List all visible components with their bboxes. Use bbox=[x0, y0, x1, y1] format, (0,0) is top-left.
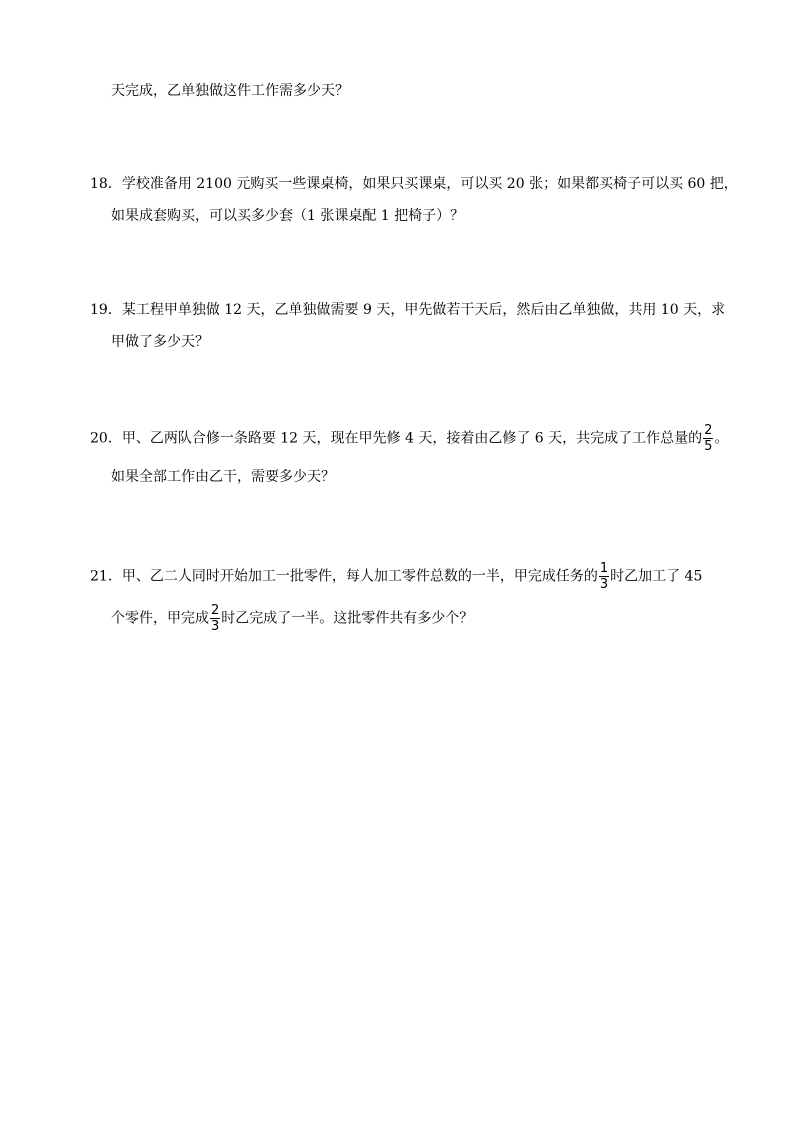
fraction-numerator: 2 bbox=[211, 603, 220, 618]
question-19-line-1 bbox=[90, 300, 725, 320]
question-text: 甲、乙两队合修一条路要 12 天，现在甲先修 4 天，接着由乙修了 6 天，共完成了工作总量的 bbox=[121, 430, 703, 447]
question-17-continuation: 天完成，乙单独做这件工作需多少天？ bbox=[111, 83, 349, 99]
fraction-numerator: 1 bbox=[599, 561, 609, 576]
question-number: 21． bbox=[90, 568, 122, 585]
question-20-line-1 bbox=[90, 424, 728, 453]
fraction-denominator: 3 bbox=[599, 577, 609, 592]
question-18-line-1 bbox=[90, 174, 738, 194]
question-text-end: 时乙完成了一半。这批零件共有多少个？ bbox=[221, 610, 474, 627]
question-21-line-2 bbox=[111, 604, 473, 633]
question-18-line-2: 如果成套购买，可以买多少套（1 张课桌配 1 把椅子）？ bbox=[111, 208, 465, 224]
fraction-denominator: 3 bbox=[211, 619, 220, 634]
question-19-line-2: 甲做了多少天？ bbox=[111, 334, 209, 350]
question-20-line-2: 如果全部工作由乙干，需要多少天？ bbox=[111, 469, 335, 485]
question-number: 19． bbox=[90, 302, 122, 318]
question-21-line-1 bbox=[90, 562, 702, 591]
fraction-numerator: 2 bbox=[704, 423, 713, 438]
question-text: 甲、乙二人同时开始加工一批零件，每人加工零件总数的一半，甲完成任务的 bbox=[121, 568, 598, 585]
question-text: 学校准备用 2100 元购买一些课桌椅，如果只买课桌，可以买 20 张；如果都买椅子可以买 60 把， bbox=[121, 176, 738, 192]
question-text-end: 。 bbox=[714, 430, 729, 447]
fraction-two-thirds bbox=[210, 604, 220, 633]
fraction-one-third bbox=[599, 562, 609, 591]
question-number: 18． bbox=[90, 176, 122, 192]
question-text: 个零件，甲完成 bbox=[111, 610, 209, 627]
question-text: 某工程甲单独做 12 天，乙单独做需要 9 天，甲先做若干天后，然后由乙单独做，共用 10 天，求 bbox=[121, 302, 726, 318]
question-text-end: 时乙加工了 45 bbox=[610, 568, 703, 585]
fraction-denominator: 5 bbox=[704, 439, 713, 454]
question-number: 20． bbox=[90, 430, 122, 447]
fraction-two-fifths bbox=[703, 424, 713, 453]
